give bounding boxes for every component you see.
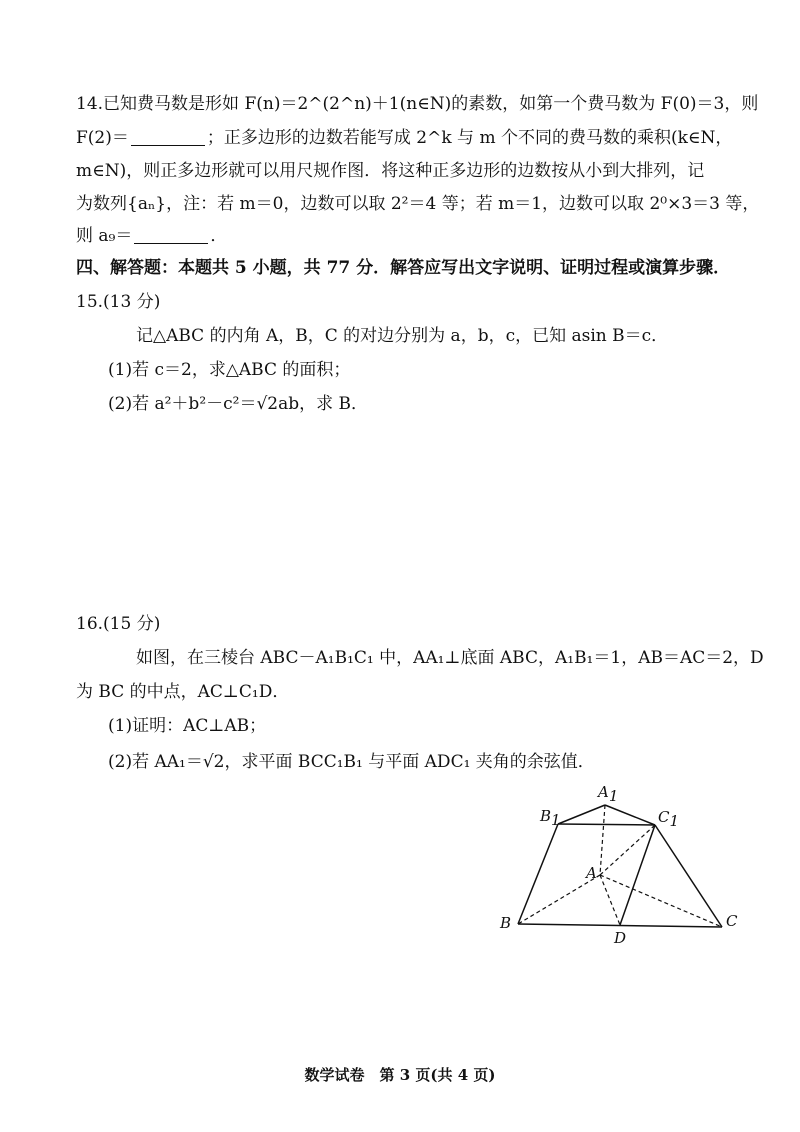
q15-part2 xyxy=(108,392,788,416)
q16-stem1 xyxy=(136,646,800,670)
q16-header-text: 16.(15 分) xyxy=(76,614,161,634)
edge-bb1 xyxy=(518,824,558,924)
edge-c1d xyxy=(620,825,655,925)
q14-line1 xyxy=(76,92,759,116)
label-c: C xyxy=(726,912,738,930)
label-a: A xyxy=(586,864,597,882)
edge-b1a1 xyxy=(558,805,605,824)
q16-stem2-text: 为 BC 的中点，AC⊥C₁D． xyxy=(76,682,290,702)
section-heading-text: 四、解答题：本题共 5 小题，共 77 分．解答应写出文字说明、证明过程或演算步骤． xyxy=(76,258,731,278)
q15-stem xyxy=(136,324,800,348)
answer-blank-f2[interactable] xyxy=(131,145,205,146)
edge-a1c1 xyxy=(605,805,655,825)
q16-part2 xyxy=(108,750,788,774)
q16-part2-text: (2)若 AA₁＝√2，求平面 BCC₁B₁ 与平面 ADC₁ 夹角的余弦值． xyxy=(108,752,595,772)
q15-part2-text: (2)若 a²＋b²－c²＝√2ab，求 B． xyxy=(108,394,369,414)
label-b: B xyxy=(500,914,512,932)
q14-line4 xyxy=(76,192,760,216)
answer-blank-a9[interactable] xyxy=(134,243,208,244)
q14-text-2a: F(2)＝ xyxy=(76,128,129,148)
q15-stem-text: 记△ABC 的内角 A，B，C 的对边分别为 a，b，c，已知 asin B＝c． xyxy=(136,326,669,346)
q15-part1 xyxy=(108,358,788,382)
page-footer xyxy=(0,1064,800,1085)
q14-line2 xyxy=(76,126,756,150)
section-heading xyxy=(76,256,756,280)
edge-aa1 xyxy=(600,805,605,875)
q15-header xyxy=(76,290,756,314)
frustum-figure xyxy=(490,775,750,955)
edge-cc1 xyxy=(655,825,722,927)
label-d: D xyxy=(614,929,627,947)
q16-header xyxy=(76,612,756,636)
q14-text-5b: ． xyxy=(210,226,228,246)
q16-stem1-text: 如图，在三棱台 ABC－A₁B₁C₁ 中，AA₁⊥底面 ABC，A₁B₁＝1，AB＝AC＝2，D xyxy=(136,648,764,668)
q15-part1-text: (1)若 c＝2，求△ABC 的面积； xyxy=(108,360,351,380)
q16-part1-text: (1)证明：AC⊥AB； xyxy=(108,716,267,736)
edge-ab xyxy=(518,875,600,924)
q14-text-4: 为数列{aₙ}，注：若 m＝0，边数可以取 2²＝4 等；若 m＝1，边数可以取 2⁰×3＝3 等， xyxy=(76,194,760,214)
edge-ac xyxy=(600,875,722,927)
q14-text-1: 14.已知费马数是形如 F(n)＝2^(2^n)＋1(n∈N)的素数，如第一个费马数为 F(0)＝3，则 xyxy=(76,94,759,114)
q16-stem2 xyxy=(76,680,756,704)
label-b1: B1 xyxy=(540,807,561,829)
label-a1: A1 xyxy=(598,783,619,805)
q14-text-2b: ；正多边形的边数若能写成 2^k 与 m 个不同的费马数的乘积(k∈N， xyxy=(206,128,733,148)
q16-part1 xyxy=(108,714,788,738)
edge-b1c1 xyxy=(558,824,655,825)
page-footer-text: 数学试卷 第 3 页(共 4 页) xyxy=(304,1066,496,1084)
label-c1: C1 xyxy=(658,808,680,830)
q14-text-5a: 则 a₉＝ xyxy=(76,226,133,246)
edge-ad xyxy=(600,875,620,925)
q15-header-text: 15.(13 分) xyxy=(76,292,161,312)
q14-line3 xyxy=(76,159,756,183)
q14-text-3: m∈N)，则正多边形就可以用尺规作图．将这种正多边形的边数按从小到大排列，记 xyxy=(76,161,705,181)
q14-line5 xyxy=(76,224,756,248)
